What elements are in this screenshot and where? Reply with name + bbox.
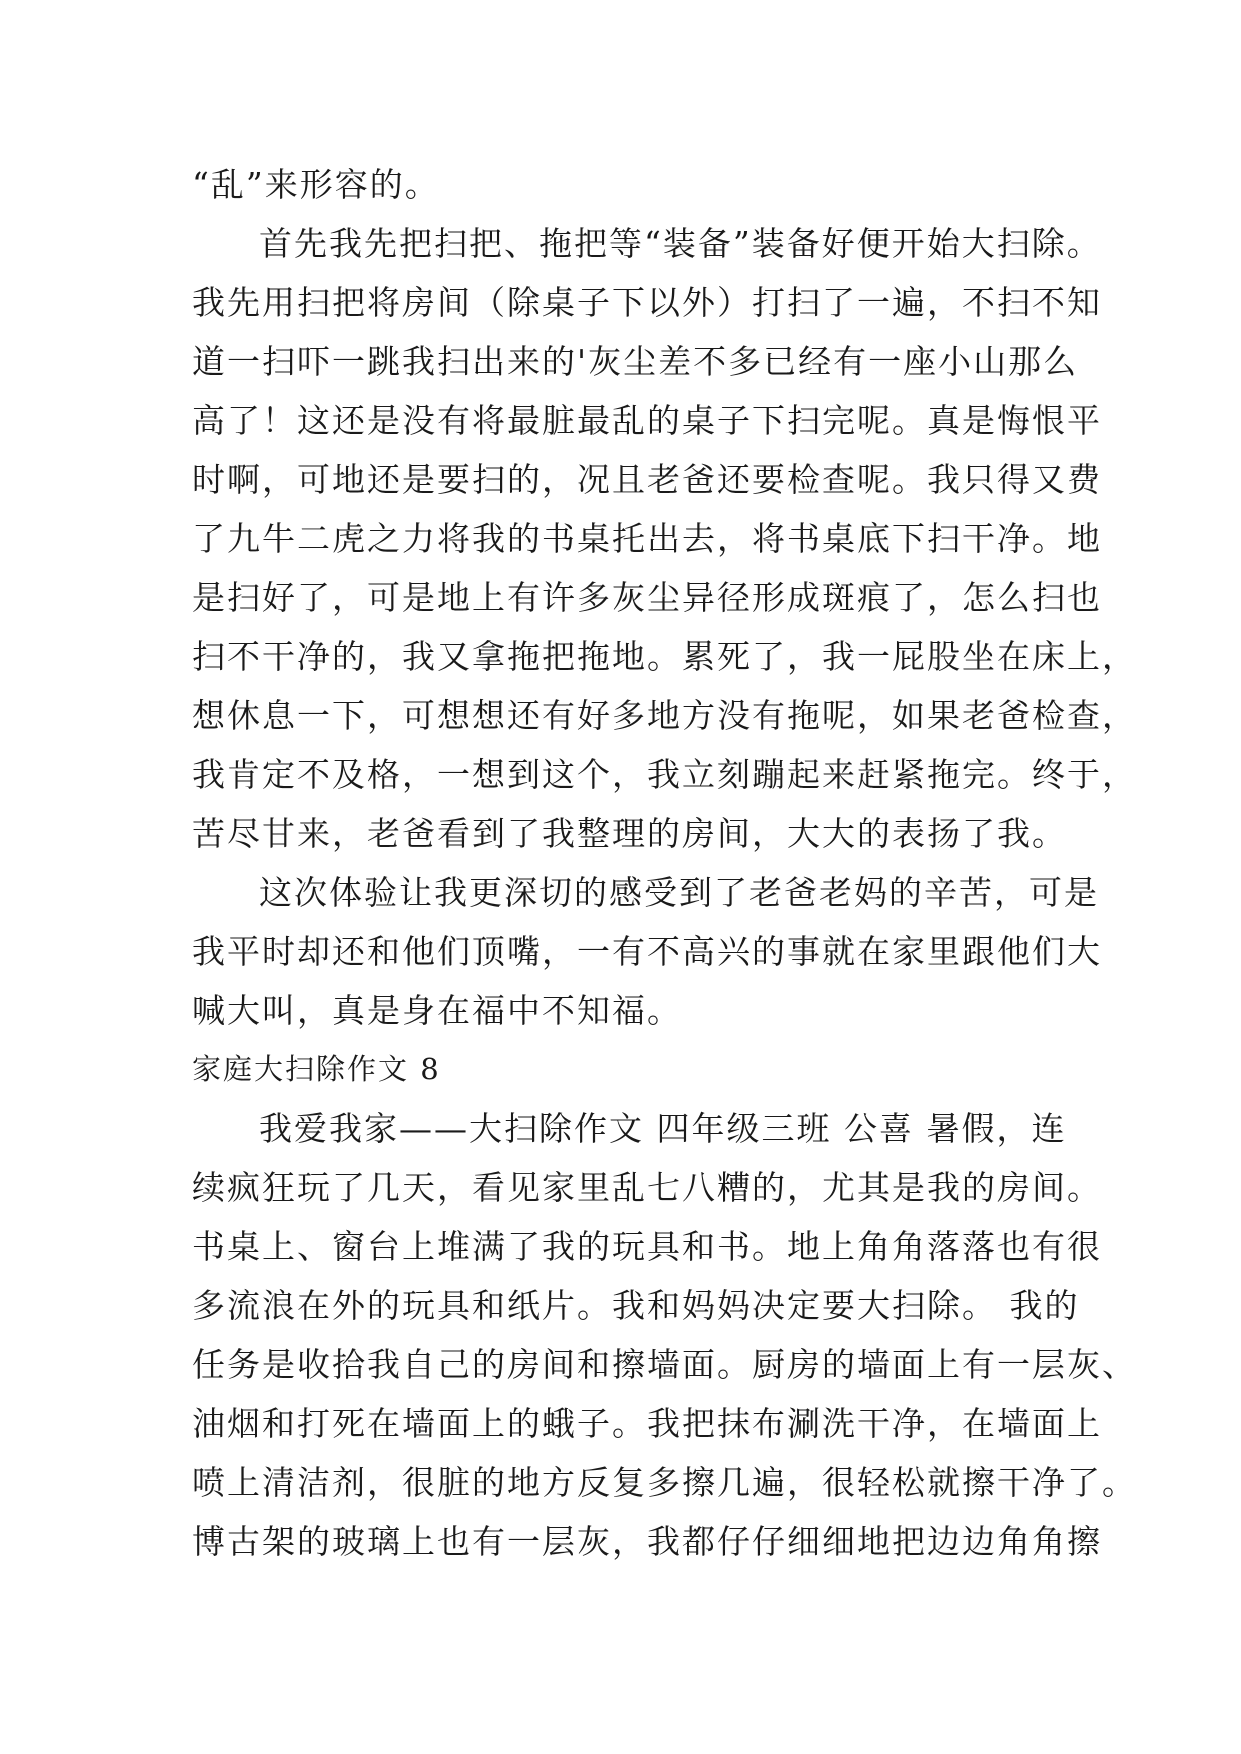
text-line: 油烟和打死在墙面上的蛾子。我把抹布涮洗干净，在墙面上 <box>192 1404 1102 1443</box>
section-heading: 家庭大扫除作文 8 <box>192 1052 441 1086</box>
text-line: 道一扫吓一跳我扫出来的'灰尘差不多已经有一座小山那么 <box>192 342 1079 381</box>
text-line: 了九牛二虎之力将我的书桌托出去，将书桌底下扫干净。地 <box>192 519 1102 558</box>
text-line: 想休息一下，可想想还有好多地方没有拖呢，如果老爸检查， <box>192 696 1137 735</box>
text-line: 扫不干净的，我又拿拖把拖地。累死了，我一屁股坐在床上， <box>192 637 1137 676</box>
paragraph-first-line: 这次体验让我更深切的感受到了老爸老妈的辛苦，可是 <box>259 873 1099 912</box>
document-body <box>192 155 1137 1571</box>
paragraph-first-line: 首先我先把扫把、拖把等“装备”装备好便开始大扫除。 <box>259 224 1102 263</box>
text-line: 是扫好了，可是地上有许多灰尘异径形成斑痕了，怎么扫也 <box>192 578 1102 617</box>
text-line: 时啊，可地还是要扫的，况且老爸还要检查呢。我只得又费 <box>192 460 1102 499</box>
text-line: “乱”来形容的。 <box>192 165 440 204</box>
text-line: 高了！这还是没有将最脏最乱的桌子下扫完呢。真是悔恨平 <box>192 401 1102 440</box>
text-line: 苦尽甘来，老爸看到了我整理的房间，大大的表扬了我。 <box>192 814 1067 853</box>
text-line: 喊大叫，真是身在福中不知福。 <box>192 991 682 1030</box>
text-line: 书桌上、窗台上堆满了我的玩具和书。地上角角落落也有很 <box>192 1227 1102 1266</box>
text-line: 我肯定不及格，一想到这个，我立刻蹦起来赶紧拖完。终于， <box>192 755 1137 794</box>
text-line: 我先用扫把将房间（除桌子下以外）打扫了一遍，不扫不知 <box>192 283 1102 322</box>
text-line: 喷上清洁剂，很脏的地方反复多擦几遍，很轻松就擦干净了。 <box>192 1463 1137 1502</box>
text-line: 任务是收拾我自己的房间和擦墙面。厨房的墙面上有一层灰、 <box>192 1345 1137 1384</box>
text-line: 多流浪在外的玩具和纸片。我和妈妈决定要大扫除。 我的 <box>192 1286 1080 1325</box>
text-line: 我平时却还和他们顶嘴，一有不高兴的事就在家里跟他们大 <box>192 932 1102 971</box>
paragraph-first-line: 我爱我家——大扫除作文 四年级三班 公喜 暑假，连 <box>259 1109 1067 1148</box>
text-line: 续疯狂玩了几天，看见家里乱七八糟的，尤其是我的房间。 <box>192 1168 1102 1207</box>
text-line: 博古架的玻璃上也有一层灰，我都仔仔细细地把边边角角擦 <box>192 1522 1102 1561</box>
